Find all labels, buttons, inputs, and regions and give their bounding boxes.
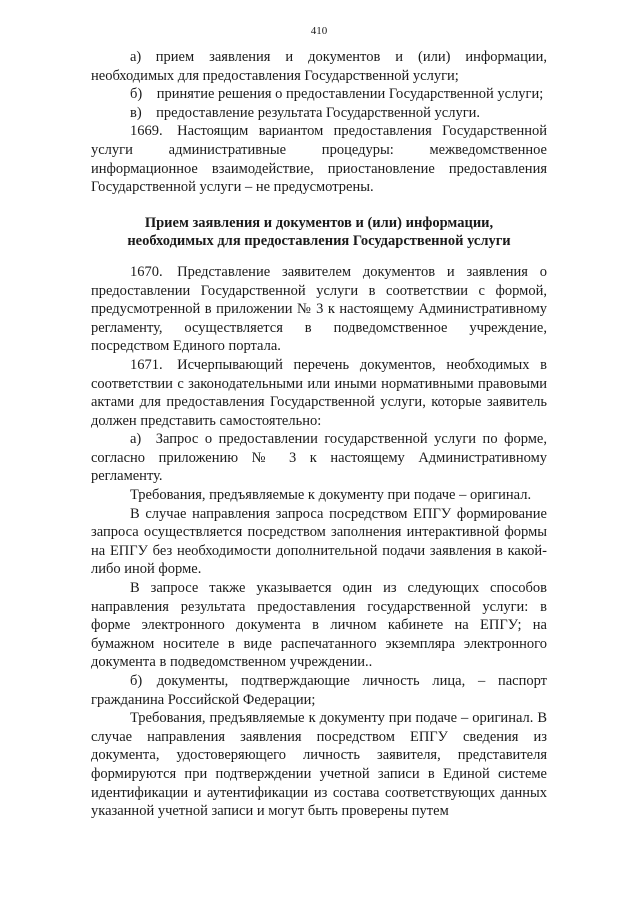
paragraph-epgu-request: В случае направления запроса посредством ЕПГУ формирование запроса осуществляется посредством заполнения интерактивной формы на ЕПГУ без необходимости дополнительной подачи заявления в какой-либо иной форме.	[91, 505, 547, 578]
paragraph-item-a-request: а) Запрос о предоставлении государственной услуги по форме, согласно приложению № 3 к настоящему Административному регламенту.	[91, 431, 547, 485]
section-heading-line-1: Прием заявления и документов и (или) информации,	[144, 214, 494, 231]
paragraph-1670: 1670. Представление заявителем документов и заявления о предоставлении Государственной услуги в соответствии с формой, предусмотренной в приложении № 3 к настоящему Административному регламенту, осуществляется в подведомственное учреждение, посредством Единого портала.	[91, 263, 547, 355]
paragraph-result-method: В запросе также указывается один из следующих способов направления результата предоставления государственной услуги: в форме электронного документа в личном кабинете на ЕПГУ; на бумажном носителе в виде распечатанного экземпляра электронного документа в подведомственном учреждении..	[91, 580, 547, 671]
paragraph-1669: 1669. Настоящим вариантом предоставления Государственной услуги административные процедуры: межведомственное информационное взаимодействие, приостановление предоставления Государственной услуги – не предусмотрены.	[91, 123, 547, 196]
paragraph-requirements-original: Требования, предъявляемые к документу при подаче – оригинал.	[130, 487, 532, 504]
spacer	[91, 197, 547, 214]
paragraph-item-v: в) предоставление результата Государственной услуги.	[130, 104, 481, 121]
spacer	[91, 251, 547, 263]
paragraph-requirements-identity: Требования, предъявляемые к документу при подаче – оригинал. В случае направления заявления посредством ЕПГУ сведения из документа, удостоверяющего личность заявителя, представителя формируются при подтверждении учетной записи в Единой системе идентификации и аутентификации из состава соответствующих данных указанной учетной записи и могут быть проверены путем	[91, 710, 547, 820]
paragraph-item-b-identity: б) документы, подтверждающие личность лица, – паспорт гражданина Российской Федерации;	[91, 673, 547, 708]
section-heading-line-2: необходимых для предоставления Государственной услуги	[127, 233, 511, 250]
page-number: 410	[310, 25, 328, 37]
paragraph-item-a: а) прием заявления и документов и (или) информации, необходимых для предоставления Государственной услуги;	[91, 49, 547, 84]
paragraph-item-b: б) принятие решения о предоставлении Государственной услуги;	[130, 86, 544, 103]
paragraph-1671: 1671. Исчерпывающий перечень документов, необходимых в соответствии с законодательными или иными нормативными правовыми актами для предоставления Государственной услуги, которые заявитель должен представить самостоятельно:	[91, 356, 547, 429]
document-page	[91, 24, 547, 821]
